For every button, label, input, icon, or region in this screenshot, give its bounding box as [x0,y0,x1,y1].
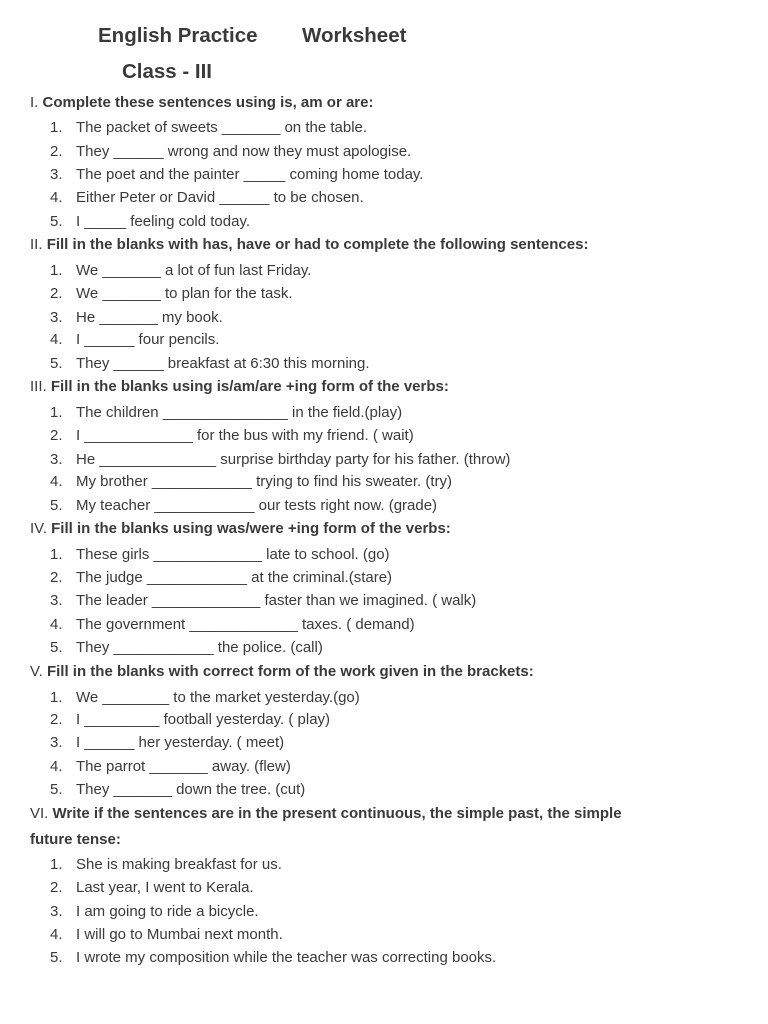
section-heading: I. Complete these sentences using is, am or are: [30,94,374,111]
class-label: Class - III [122,60,213,83]
section-heading: III. Fill in the blanks using is/am/are +ing form of the verbs: [30,378,449,395]
section-heading: II. Fill in the blanks with has, have or had to complete the following sentences: [30,236,589,253]
section-heading: V. Fill in the blanks with correct form of the work given in the brackets: [30,663,534,680]
section-heading: VI. Write if the sentences are in the present continuous, the simple past, the simple [30,805,622,822]
worksheet-title-part2: Worksheet [302,24,407,47]
worksheet-title: English Practice [98,24,258,47]
section-heading-continued: future tense: [30,831,121,848]
section-heading: IV. Fill in the blanks using was/were +ing form of the verbs: [30,520,451,537]
